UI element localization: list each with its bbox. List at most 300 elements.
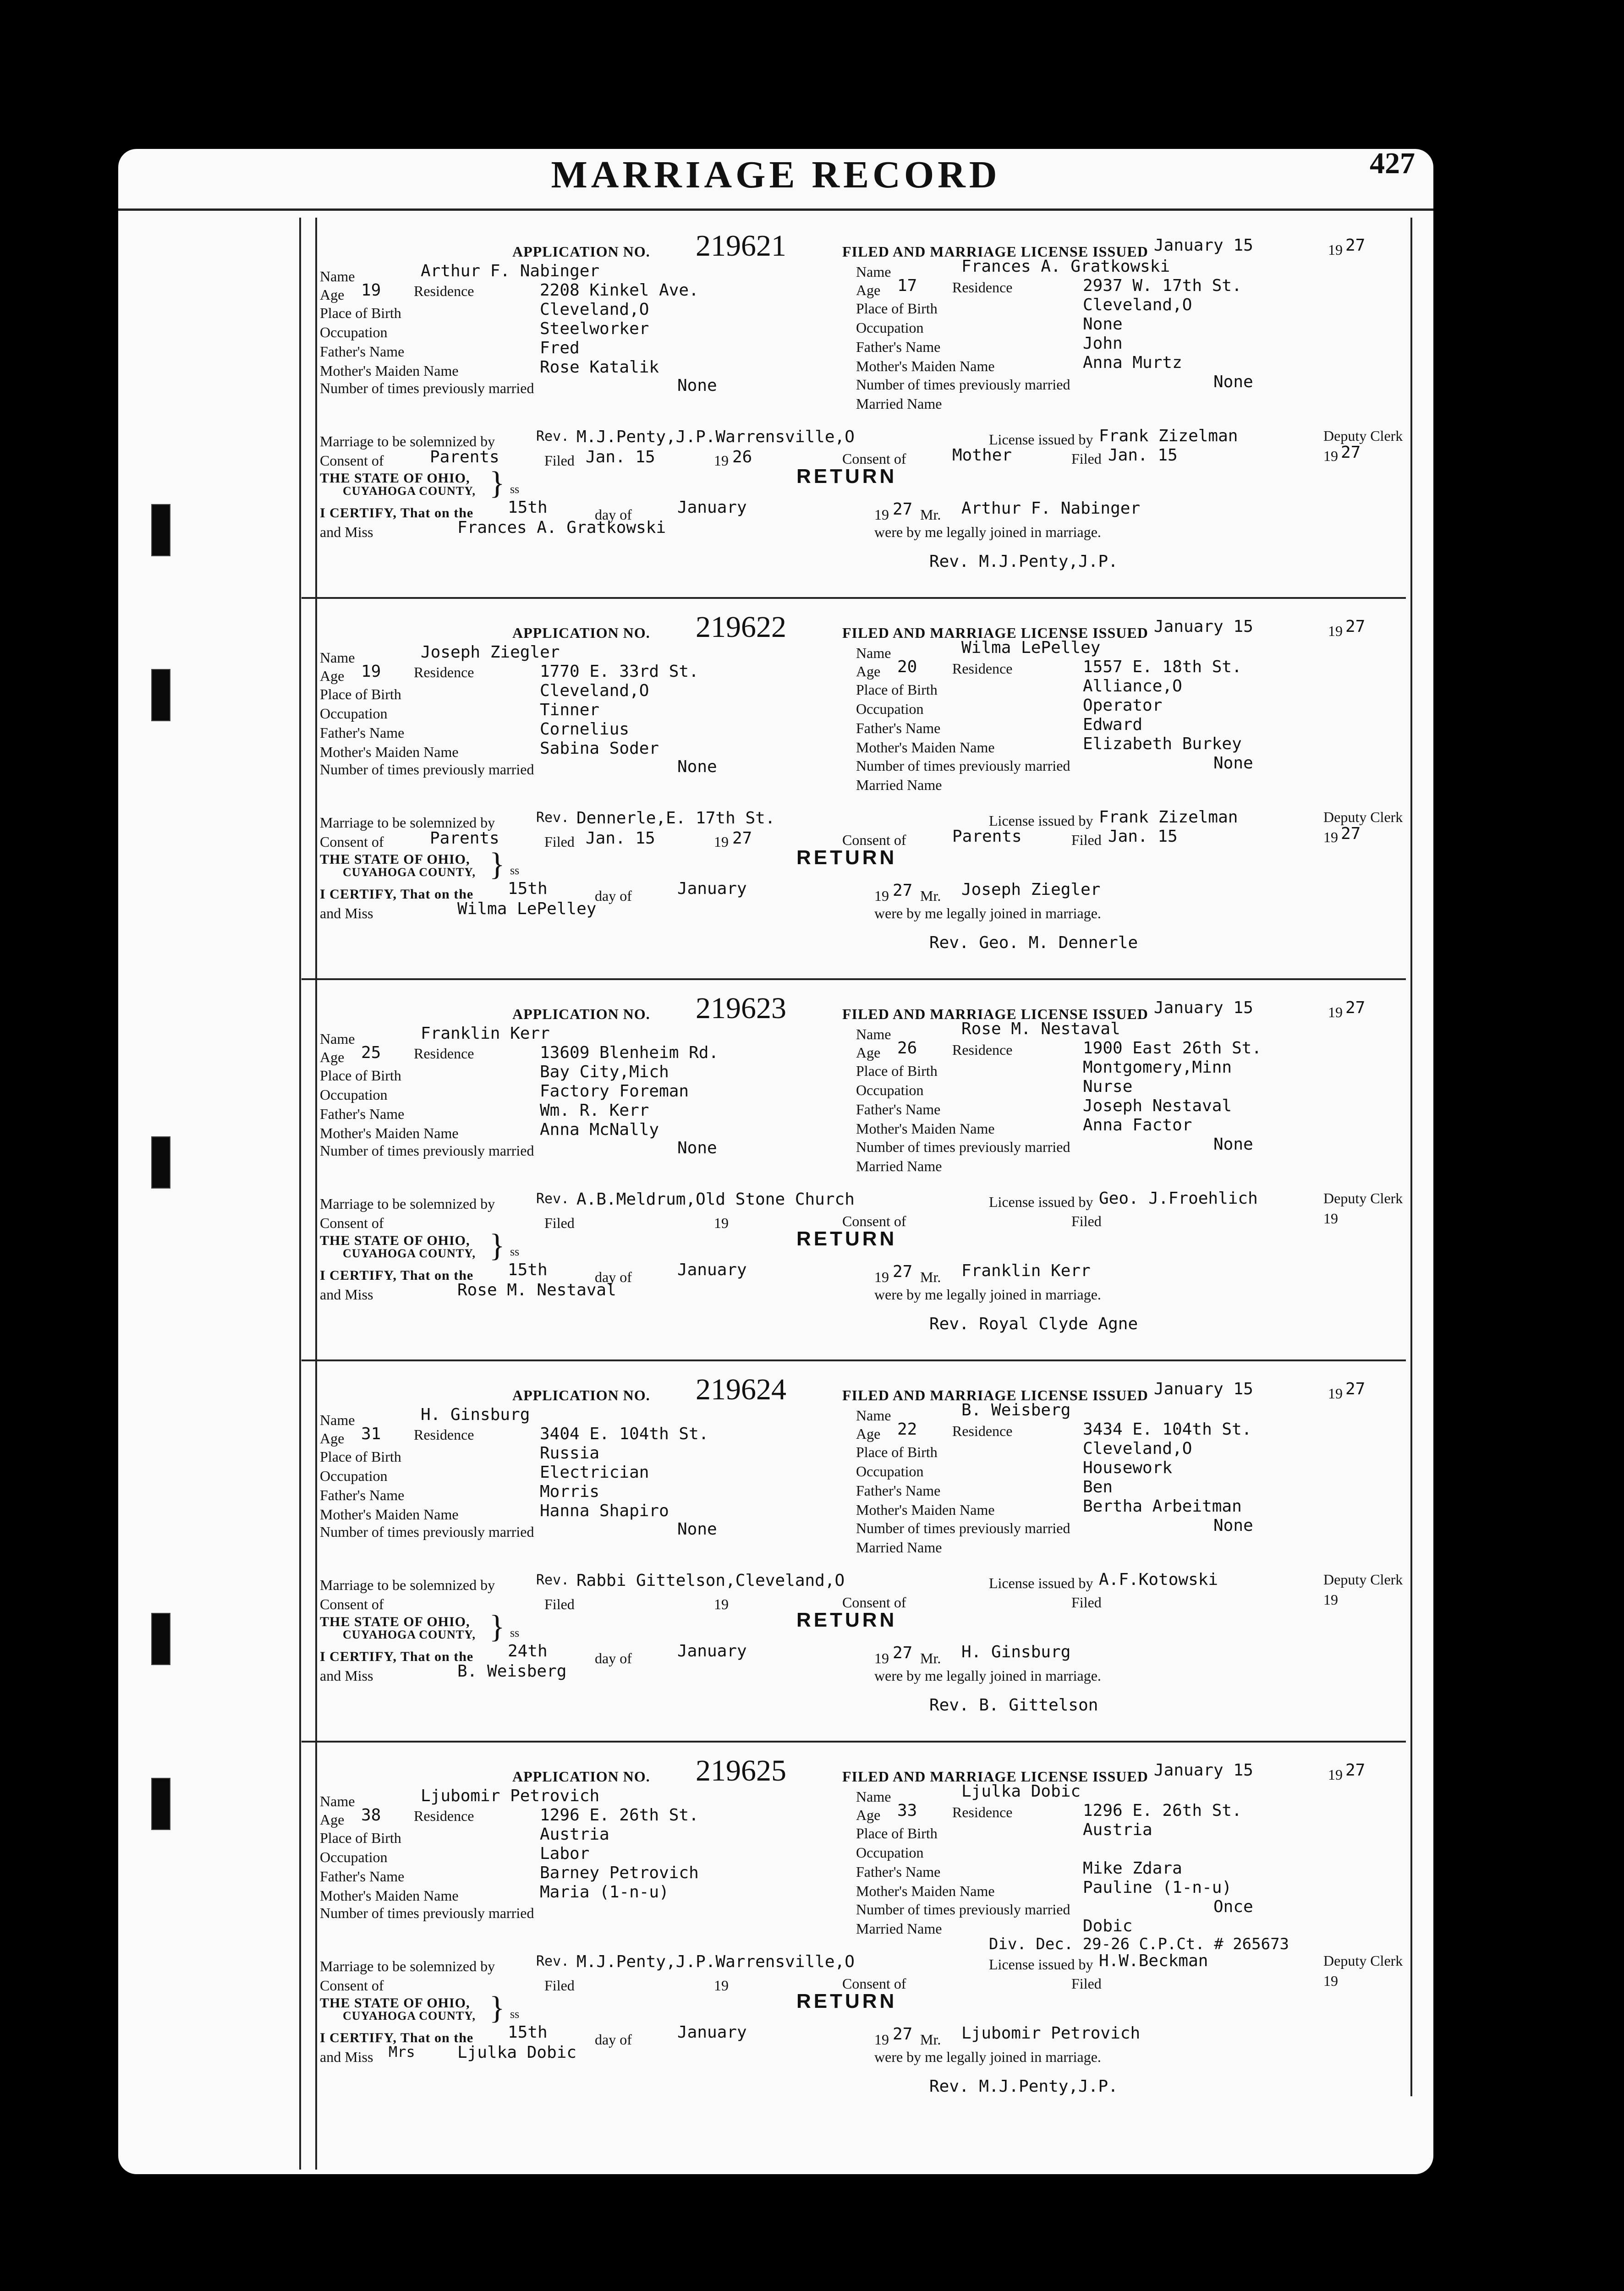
groom-occupation: Labor xyxy=(540,1844,590,1863)
state-label: THE STATE OF OHIO, xyxy=(320,852,470,867)
groom-father: Cornelius xyxy=(540,720,630,739)
solemnized-label: Marriage to be solemnized by xyxy=(320,1958,495,1974)
certify-day: 15th xyxy=(508,1261,548,1279)
groom-residence-label: Residence xyxy=(414,664,474,680)
filed-issued-label: FILED AND MARRIAGE LICENSE ISSUED xyxy=(842,1768,1148,1785)
solemnized-by: A.B.Meldrum,Old Stone Church xyxy=(576,1190,855,1209)
groom-birthplace: Cleveland,O xyxy=(540,300,649,319)
groom-consent-label: Consent of xyxy=(320,1977,384,1994)
bride-birthplace-label: Place of Birth xyxy=(856,681,938,698)
solemnized-by: Rabbi Gittelson,Cleveland,O xyxy=(576,1571,845,1590)
certify-year: 27 xyxy=(893,881,913,900)
groom-father: Morris xyxy=(540,1482,600,1501)
bride-name: Rose M. Nestaval xyxy=(961,1019,1120,1038)
officiant-signature: Rev. Geo. M. Dennerle xyxy=(929,933,1138,952)
groom-occupation: Electrician xyxy=(540,1463,649,1482)
bride-birthplace-label: Place of Birth xyxy=(856,300,938,317)
joined-label: were by me legally joined in marriage. xyxy=(874,2049,1101,2065)
application-label: APPLICATION NO. xyxy=(512,1006,650,1022)
bride-filed-year-prefix: 19 xyxy=(1323,829,1338,845)
certify-month: January xyxy=(677,879,747,898)
certify-year: 27 xyxy=(893,1262,913,1281)
groom-consent-label: Consent of xyxy=(320,1596,384,1612)
groom-name-label: Name xyxy=(320,268,355,285)
and-miss-label: and Miss xyxy=(320,905,373,921)
margin-rule xyxy=(299,218,301,2170)
bride-filed-label: Filed xyxy=(1071,1213,1102,1229)
groom-occupation: Factory Foreman xyxy=(540,1082,689,1101)
issued-year: 27 xyxy=(1345,998,1366,1017)
solemnizer-title: Rev. xyxy=(536,1572,570,1588)
certify-year-prefix: 19 xyxy=(874,2031,889,2048)
bride-consent-label: Consent of xyxy=(842,832,906,848)
bride-birthplace-label: Place of Birth xyxy=(856,1444,938,1460)
groom-birthplace: Cleveland,O xyxy=(540,681,649,700)
bride-certified-name: Rose M. Nestaval xyxy=(457,1281,616,1299)
groom-certified-name: H. Ginsburg xyxy=(961,1643,1071,1661)
groom-name-label: Name xyxy=(320,649,355,666)
ss-label: ss xyxy=(510,2007,520,2021)
certify-year: 27 xyxy=(893,1644,913,1662)
groom-age: 19 xyxy=(361,662,381,681)
ss-label: ss xyxy=(510,864,520,877)
bride-father: Edward xyxy=(1083,715,1143,734)
groom-age: 31 xyxy=(361,1425,381,1443)
issued-date: January 15 xyxy=(1154,236,1253,255)
solemnizer-title: Rev. xyxy=(536,810,570,826)
bride-residence-label: Residence xyxy=(952,1041,1013,1058)
certify-year: 27 xyxy=(893,500,913,519)
groom-consent: Parents xyxy=(430,448,499,466)
groom-residence: 3404 E. 104th St. xyxy=(540,1425,709,1443)
issued-year: 27 xyxy=(1345,1380,1366,1398)
groom-certified-name: Arthur F. Nabinger xyxy=(961,499,1141,518)
bride-birthplace: Cleveland,O xyxy=(1083,296,1192,314)
groom-times-label: Number of times previously married xyxy=(320,1905,534,1921)
certify-day: 15th xyxy=(508,2023,548,2042)
groom-mother-label: Mother's Maiden Name xyxy=(320,744,459,760)
application-label: APPLICATION NO. xyxy=(512,243,650,260)
bride-age: 22 xyxy=(897,1420,917,1439)
marriage-record xyxy=(302,218,1406,599)
groom-residence: 13609 Blenheim Rd. xyxy=(540,1043,719,1062)
bride-birthplace: Alliance,O xyxy=(1083,677,1182,696)
bride-mother-label: Mother's Maiden Name xyxy=(856,358,995,374)
bride-married-name-label: Married Name xyxy=(856,777,942,793)
marriage-record xyxy=(302,1361,1406,1743)
certify-label: I CERTIFY, That on the xyxy=(320,1268,474,1283)
return-heading: RETURN xyxy=(796,1609,897,1631)
bride-mother: Anna Factor xyxy=(1083,1116,1192,1135)
groom-father-label: Father's Name xyxy=(320,1487,405,1503)
groom-occupation: Tinner xyxy=(540,701,600,719)
bride-occupation: Nurse xyxy=(1083,1077,1133,1096)
certify-label: I CERTIFY, That on the xyxy=(320,2030,474,2045)
marriage-record xyxy=(302,599,1406,980)
and-miss-label: and Miss xyxy=(320,1286,373,1303)
groom-age-label: Age xyxy=(320,286,345,303)
bride-age-label: Age xyxy=(856,1044,881,1061)
certify-month: January xyxy=(677,1261,747,1279)
groom-father-label: Father's Name xyxy=(320,724,405,741)
return-heading: RETURN xyxy=(796,465,897,488)
application-number: 219622 xyxy=(696,610,786,644)
issued-date: January 15 xyxy=(1154,1761,1253,1780)
ss-label: ss xyxy=(510,1626,520,1639)
groom-filed-label: Filed xyxy=(544,833,575,850)
state-label: THE STATE OF OHIO, xyxy=(320,1995,470,2011)
and-miss-label: and Miss xyxy=(320,1667,373,1684)
and-miss-label: and Miss xyxy=(320,524,373,540)
bride-times-label: Number of times previously married xyxy=(856,1520,1070,1536)
groom-residence-label: Residence xyxy=(414,283,474,299)
bride-name: Frances A. Gratkowski xyxy=(961,257,1170,276)
bride-consent: Mother xyxy=(952,446,1012,465)
groom-mother-label: Mother's Maiden Name xyxy=(320,1506,459,1523)
bride-mother-label: Mother's Maiden Name xyxy=(856,1120,995,1137)
bride-filed-label: Filed xyxy=(1071,1594,1102,1611)
return-heading: RETURN xyxy=(796,1228,897,1250)
bride-father-label: Father's Name xyxy=(856,1101,941,1118)
bride-birthplace-label: Place of Birth xyxy=(856,1063,938,1079)
groom-certified-name: Franklin Kerr xyxy=(961,1261,1091,1280)
groom-certified-name: Ljubomir Petrovich xyxy=(961,2024,1141,2043)
bride-married-name-label: Married Name xyxy=(856,1158,942,1174)
binder-mark xyxy=(151,1778,170,1830)
bride-occupation: Housework xyxy=(1083,1458,1173,1477)
groom-name: H. Ginsburg xyxy=(421,1405,530,1424)
bride-consent-label: Consent of xyxy=(842,1975,906,1992)
application-number: 219625 xyxy=(696,1754,786,1787)
groom-birthplace-label: Place of Birth xyxy=(320,1448,401,1465)
bride-name-label: Name xyxy=(856,645,891,661)
license-issued-by: A.F.Kotowski xyxy=(1099,1570,1218,1589)
certify-year-prefix: 19 xyxy=(874,1650,889,1666)
binder-mark xyxy=(151,1613,170,1665)
bride-birthplace: Montgomery,Minn xyxy=(1083,1058,1232,1077)
bride-father-label: Father's Name xyxy=(856,339,941,355)
bride-name: Wilma LePelley xyxy=(961,638,1101,657)
groom-consent-label: Consent of xyxy=(320,452,384,469)
groom-occupation-label: Occupation xyxy=(320,1086,388,1103)
certify-year-prefix: 19 xyxy=(874,1269,889,1285)
filed-issued-label: FILED AND MARRIAGE LICENSE ISSUED xyxy=(842,625,1148,641)
groom-filed-year: 27 xyxy=(732,829,752,848)
groom-mother: Sabina Soder xyxy=(540,739,659,758)
county-label: CUYAHOGA COUNTY, xyxy=(343,2009,476,2022)
bride-birthplace: Austria xyxy=(1083,1820,1152,1839)
groom-filed-label: Filed xyxy=(544,1215,575,1231)
groom-certified-name: Joseph Ziegler xyxy=(961,880,1101,899)
bride-filed-year: 27 xyxy=(1341,443,1361,462)
solemnized-by: M.J.Penty,J.P.Warrensville,O xyxy=(576,1952,855,1971)
groom-name-label: Name xyxy=(320,1793,355,1809)
groom-filed-label: Filed xyxy=(544,452,575,469)
bride-filed-year: 27 xyxy=(1341,824,1361,843)
groom-father: Barney Petrovich xyxy=(540,1863,699,1882)
page-title: MARRIAGE RECORD xyxy=(551,153,1001,196)
bride-certified-name: Ljulka Dobic xyxy=(457,2043,577,2062)
groom-filed: Jan. 15 xyxy=(586,829,655,848)
groom-mother: Rose Katalik xyxy=(540,358,659,377)
brace-glyph: } xyxy=(489,466,505,501)
filed-issued-label: FILED AND MARRIAGE LICENSE ISSUED xyxy=(842,243,1148,260)
bride-occupation-label: Occupation xyxy=(856,1844,924,1861)
binder-mark xyxy=(151,669,170,721)
joined-label: were by me legally joined in marriage. xyxy=(874,905,1101,921)
bride-father-label: Father's Name xyxy=(856,1482,941,1499)
solemnizer-title: Rev. xyxy=(536,1191,570,1207)
bride-times-married: None xyxy=(1213,754,1253,773)
application-number: 219624 xyxy=(696,1373,786,1406)
bride-occupation-label: Occupation xyxy=(856,319,924,336)
groom-residence: 1770 E. 33rd St. xyxy=(540,662,699,681)
groom-occupation-label: Occupation xyxy=(320,324,388,340)
bride-name-label: Name xyxy=(856,1788,891,1805)
mr-label: Mr. xyxy=(920,1269,941,1285)
bride-father: Joseph Nestaval xyxy=(1083,1096,1232,1115)
mr-label: Mr. xyxy=(920,888,941,904)
groom-age: 38 xyxy=(361,1806,381,1825)
officiant-signature: Rev. M.J.Penty,J.P. xyxy=(929,552,1118,571)
groom-birthplace: Austria xyxy=(540,1825,609,1844)
mr-label: Mr. xyxy=(920,2031,941,2048)
bride-father-label: Father's Name xyxy=(856,720,941,736)
groom-birthplace-label: Place of Birth xyxy=(320,1067,401,1084)
groom-residence: 2208 Kinkel Ave. xyxy=(540,281,699,300)
state-label: THE STATE OF OHIO, xyxy=(320,471,470,486)
bride-times-married: Once xyxy=(1213,1897,1253,1916)
issued-year: 27 xyxy=(1345,1761,1366,1780)
application-label: APPLICATION NO. xyxy=(512,1387,650,1403)
license-issued-by: H.W.Beckman xyxy=(1099,1951,1208,1970)
bride-age: 17 xyxy=(897,276,917,295)
groom-mother-label: Mother's Maiden Name xyxy=(320,362,459,379)
bride-residence-label: Residence xyxy=(952,660,1013,677)
bride-age: 20 xyxy=(897,658,917,676)
bride-age: 26 xyxy=(897,1039,917,1058)
certify-label: I CERTIFY, That on the xyxy=(320,505,474,521)
bride-filed-year-prefix: 19 xyxy=(1323,1973,1338,1989)
bride-name-label: Name xyxy=(856,1026,891,1042)
bride-residence: 2937 W. 17th St. xyxy=(1083,276,1242,295)
bride-times-label: Number of times previously married xyxy=(856,757,1070,774)
certify-year-prefix: 19 xyxy=(874,888,889,904)
bride-age-label: Age xyxy=(856,1807,881,1823)
deputy-clerk-label: Deputy Clerk xyxy=(1323,1190,1403,1206)
solemnizer-title: Rev. xyxy=(536,1953,570,1969)
bride-birthplace-label: Place of Birth xyxy=(856,1825,938,1842)
brace-glyph: } xyxy=(489,1609,505,1644)
day-of-label: day of xyxy=(595,1650,632,1666)
return-heading: RETURN xyxy=(796,1990,897,2012)
certify-year: 27 xyxy=(893,2025,913,2044)
day-of-label: day of xyxy=(595,2031,632,2048)
solemnized-by: M.J.Penty,J.P.Warrensville,O xyxy=(576,428,855,446)
state-label: THE STATE OF OHIO, xyxy=(320,1233,470,1248)
mr-label: Mr. xyxy=(920,506,941,523)
bride-residence: 1900 East 26th St. xyxy=(1083,1039,1262,1058)
bride-residence-label: Residence xyxy=(952,1804,1013,1820)
issued-year-prefix: 19 xyxy=(1328,1766,1343,1783)
binder-mark xyxy=(151,504,170,556)
return-heading: RETURN xyxy=(796,846,897,869)
groom-occupation-label: Occupation xyxy=(320,705,388,722)
joined-label: were by me legally joined in marriage. xyxy=(874,1286,1101,1303)
brace-glyph: } xyxy=(489,1228,505,1263)
groom-birthplace-label: Place of Birth xyxy=(320,1830,401,1846)
groom-birthplace-label: Place of Birth xyxy=(320,686,401,702)
bride-filed-label: Filed xyxy=(1071,1975,1102,1992)
groom-occupation-label: Occupation xyxy=(320,1468,388,1484)
officiant-signature: Rev. Royal Clyde Agne xyxy=(929,1315,1138,1333)
bride-father: Ben xyxy=(1083,1478,1113,1496)
license-issued-label: License issued by xyxy=(989,431,1093,448)
issued-date: January 15 xyxy=(1154,998,1253,1017)
bride-certified-name: Frances A. Gratkowski xyxy=(457,518,666,537)
groom-father: Wm. R. Kerr xyxy=(540,1101,649,1120)
groom-times-label: Number of times previously married xyxy=(320,1142,534,1159)
bride-mother-label: Mother's Maiden Name xyxy=(856,739,995,756)
groom-filed: Jan. 15 xyxy=(586,448,655,466)
groom-mother-label: Mother's Maiden Name xyxy=(320,1125,459,1141)
bride-married-name: Dobic xyxy=(1083,1917,1133,1935)
bride-times-label: Number of times previously married xyxy=(856,1901,1070,1918)
bride-times-married: None xyxy=(1213,373,1253,391)
bride-age-label: Age xyxy=(856,663,881,680)
issued-year-prefix: 19 xyxy=(1328,623,1343,639)
bride-occupation: Operator xyxy=(1083,696,1163,715)
groom-mother: Anna McNally xyxy=(540,1120,659,1139)
groom-birthplace: Bay City,Mich xyxy=(540,1063,669,1081)
issued-year: 27 xyxy=(1345,617,1366,636)
bride-consent-label: Consent of xyxy=(842,450,906,467)
solemnized-label: Marriage to be solemnized by xyxy=(320,433,495,449)
certify-day: 24th xyxy=(508,1642,548,1661)
groom-filed-year-prefix: 19 xyxy=(714,833,729,850)
groom-name: Franklin Kerr xyxy=(421,1024,550,1043)
certify-month: January xyxy=(677,498,747,517)
deputy-clerk-label: Deputy Clerk xyxy=(1323,809,1403,825)
day-of-label: day of xyxy=(595,1269,632,1285)
groom-age-label: Age xyxy=(320,668,345,684)
issued-year: 27 xyxy=(1345,236,1366,255)
filed-issued-label: FILED AND MARRIAGE LICENSE ISSUED xyxy=(842,1387,1148,1403)
license-issued-label: License issued by xyxy=(989,1575,1093,1591)
miss-prefix: Mrs xyxy=(389,2043,415,2061)
state-label: THE STATE OF OHIO, xyxy=(320,1614,470,1629)
groom-times-married: None xyxy=(677,757,717,776)
filed-issued-label: FILED AND MARRIAGE LICENSE ISSUED xyxy=(842,1006,1148,1022)
groom-mother: Hanna Shapiro xyxy=(540,1502,669,1520)
certify-day: 15th xyxy=(508,879,548,898)
groom-filed-year-prefix: 19 xyxy=(714,1215,729,1231)
deputy-clerk-label: Deputy Clerk xyxy=(1323,428,1403,444)
bride-filed-label: Filed xyxy=(1071,450,1102,467)
bride-certified-name: B. Weisberg xyxy=(457,1662,567,1681)
header-rule xyxy=(118,208,1433,211)
groom-mother-label: Mother's Maiden Name xyxy=(320,1887,459,1904)
bride-name-label: Name xyxy=(856,1407,891,1424)
license-issued-by: Frank Zizelman xyxy=(1099,808,1238,827)
groom-name: Arthur F. Nabinger xyxy=(421,262,600,280)
bride-filed-label: Filed xyxy=(1071,832,1102,848)
bride-residence: 3434 E. 104th St. xyxy=(1083,1420,1252,1439)
day-of-label: day of xyxy=(595,888,632,904)
bride-married-name-label: Married Name xyxy=(856,1920,942,1937)
license-issued-label: License issued by xyxy=(989,1194,1093,1210)
ss-label: ss xyxy=(510,482,520,496)
bride-age-label: Age xyxy=(856,1425,881,1442)
bride-occupation-label: Occupation xyxy=(856,1082,924,1098)
groom-times-label: Number of times previously married xyxy=(320,1524,534,1540)
solemnized-label: Marriage to be solemnized by xyxy=(320,1195,495,1212)
groom-residence-label: Residence xyxy=(414,1045,474,1062)
bride-name-label: Name xyxy=(856,263,891,280)
groom-consent-label: Consent of xyxy=(320,1215,384,1231)
groom-occupation: Steelworker xyxy=(540,319,649,338)
groom-age-label: Age xyxy=(320,1430,345,1447)
ss-label: ss xyxy=(510,1245,520,1258)
officiant-signature: Rev. B. Gittelson xyxy=(929,1696,1098,1715)
marriage-record xyxy=(302,1743,1406,2124)
certify-day: 15th xyxy=(508,498,548,517)
county-label: CUYAHOGA COUNTY, xyxy=(343,1628,476,1641)
groom-name-label: Name xyxy=(320,1412,355,1428)
issued-date: January 15 xyxy=(1154,617,1253,636)
bride-father: Mike Zdara xyxy=(1083,1859,1182,1878)
brace-glyph: } xyxy=(489,1990,505,2026)
bride-certified-name: Wilma LePelley xyxy=(457,899,597,918)
groom-name: Joseph Ziegler xyxy=(421,643,560,662)
bride-age-label: Age xyxy=(856,282,881,298)
groom-residence-label: Residence xyxy=(414,1426,474,1443)
bride-filed-year-prefix: 19 xyxy=(1323,1210,1338,1227)
binder-mark xyxy=(151,1136,170,1189)
license-issued-by: Geo. J.Froehlich xyxy=(1099,1189,1258,1208)
groom-father-label: Father's Name xyxy=(320,1868,405,1885)
groom-age-label: Age xyxy=(320,1049,345,1065)
groom-filed-label: Filed xyxy=(544,1596,575,1612)
bride-filed-year-prefix: 19 xyxy=(1323,448,1338,464)
mr-label: Mr. xyxy=(920,1650,941,1666)
bride-mother: Elizabeth Burkey xyxy=(1083,734,1242,753)
groom-consent-label: Consent of xyxy=(320,833,384,850)
joined-label: were by me legally joined in marriage. xyxy=(874,1667,1101,1684)
joined-label: were by me legally joined in marriage. xyxy=(874,524,1101,540)
groom-father: Fred xyxy=(540,339,580,357)
bride-times-label: Number of times previously married xyxy=(856,376,1070,393)
bride-occupation: None xyxy=(1083,315,1123,334)
groom-age: 19 xyxy=(361,281,381,300)
issued-year-prefix: 19 xyxy=(1328,1385,1343,1402)
solemnized-by: Dennerle,E. 17th St. xyxy=(576,809,775,828)
brace-glyph: } xyxy=(489,847,505,882)
groom-times-married: None xyxy=(677,376,717,395)
officiant-signature: Rev. M.J.Penty,J.P. xyxy=(929,2077,1118,2096)
issued-year-prefix: 19 xyxy=(1328,241,1343,258)
bride-father-label: Father's Name xyxy=(856,1863,941,1880)
groom-father-label: Father's Name xyxy=(320,343,405,360)
day-of-label: day of xyxy=(595,506,632,523)
page-number: 427 xyxy=(1370,149,1415,180)
bride-residence: 1296 E. 26th St. xyxy=(1083,1801,1242,1820)
bride-consent-label: Consent of xyxy=(842,1594,906,1611)
groom-times-label: Number of times previously married xyxy=(320,380,534,396)
county-label: CUYAHOGA COUNTY, xyxy=(343,484,476,498)
county-label: CUYAHOGA COUNTY, xyxy=(343,1247,476,1260)
groom-residence: 1296 E. 26th St. xyxy=(540,1806,699,1825)
